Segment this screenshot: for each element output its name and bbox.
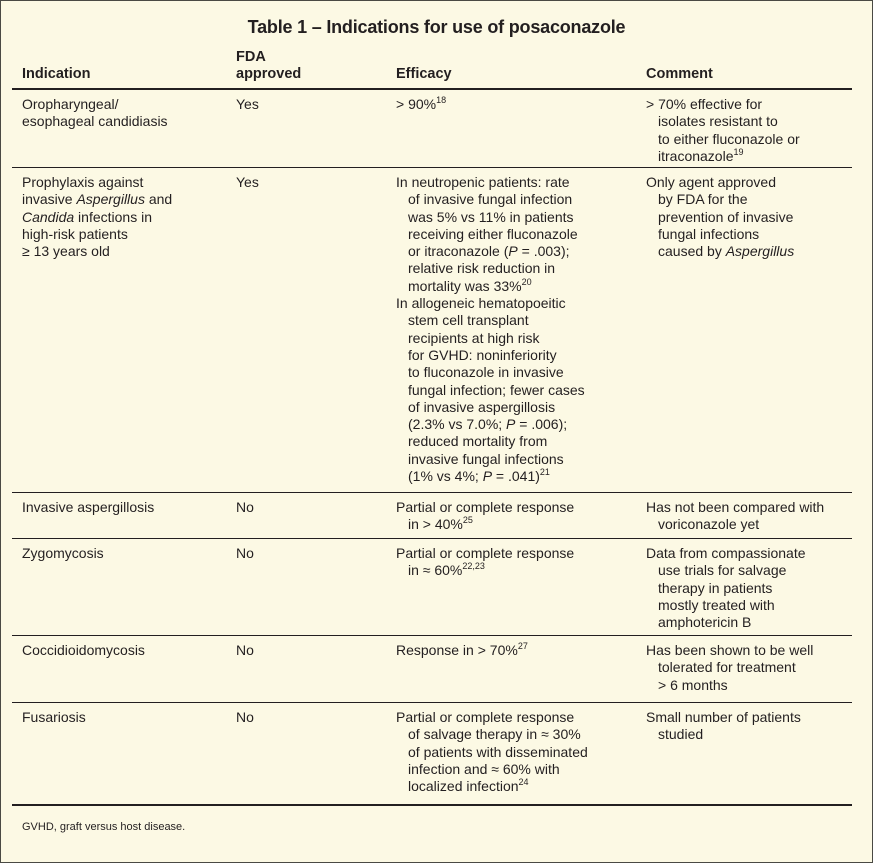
cell-line <box>396 726 588 743</box>
cell-fda-approved <box>236 709 254 726</box>
cell-line <box>396 364 585 381</box>
cell-line <box>646 709 801 726</box>
text: No <box>236 709 254 725</box>
cell-line <box>396 433 585 450</box>
text: of patients with disseminated <box>408 743 588 760</box>
cell-line <box>396 330 585 347</box>
cell-line <box>396 260 585 277</box>
indications-table <box>12 49 852 806</box>
text: esophageal candidiasis <box>22 113 168 130</box>
text: Yes <box>236 174 259 190</box>
reference-superscript: 25 <box>462 515 473 526</box>
header-indication <box>22 66 90 83</box>
text: isolates resistant to <box>658 113 778 130</box>
cell-efficacy <box>396 499 574 534</box>
header-fda-approved <box>236 49 301 83</box>
text: Small number of patients <box>646 709 801 725</box>
cell-line <box>236 642 254 659</box>
text: of salvage therapy in ≈ 30% <box>408 726 581 743</box>
text: relative risk reduction in <box>408 260 556 277</box>
italic-text: Candida <box>22 208 75 225</box>
text: fungal infections <box>658 225 760 242</box>
text: to fluconazole in invasive <box>408 364 564 381</box>
cell-comment <box>646 642 813 694</box>
cell-line <box>646 562 806 579</box>
text: was 5% vs 11% in patients <box>408 208 574 225</box>
cell-line <box>646 243 794 260</box>
cell-fda-approved <box>236 499 254 516</box>
text: In allogeneic hematopoeitic <box>396 295 566 312</box>
cell-indication <box>22 709 86 726</box>
cell-line <box>22 243 172 260</box>
cell-efficacy <box>396 709 588 795</box>
cell-line <box>396 468 585 485</box>
text: = .041) <box>492 468 540 485</box>
cell-line <box>236 545 254 562</box>
cell-line <box>396 399 585 416</box>
cell-line <box>646 516 824 533</box>
cell-line <box>22 174 172 191</box>
text: prevention of invasive <box>658 208 794 225</box>
text: Coccidioidomycosis <box>22 642 145 658</box>
cell-line <box>396 174 585 191</box>
table-row <box>12 539 852 636</box>
text: = .003); <box>517 243 570 260</box>
reference-superscript: 19 <box>733 146 744 157</box>
cell-line <box>396 499 574 516</box>
cell-line <box>396 382 585 399</box>
text: in > 40% <box>408 516 463 533</box>
text: of invasive aspergillosis <box>408 398 556 415</box>
text: and <box>144 191 173 208</box>
reference-superscript: 24 <box>518 777 529 788</box>
cell-line <box>396 545 574 562</box>
text: Oropharyngeal/ <box>22 96 119 112</box>
reference-superscript: 20 <box>521 276 532 287</box>
cell-comment <box>646 545 806 631</box>
cell-line <box>396 312 585 329</box>
header-text: Indication <box>22 66 91 82</box>
cell-fda-approved <box>236 545 254 562</box>
text: voriconazole yet <box>658 516 760 533</box>
text: Data from compassionate <box>646 545 806 561</box>
cell-line <box>646 96 800 113</box>
text: No <box>236 642 254 658</box>
table-footnote: GVHD, graft versus host disease. <box>22 821 186 833</box>
cell-line <box>646 131 800 148</box>
reference-superscript: 27 <box>517 641 528 651</box>
cell-efficacy <box>396 174 585 485</box>
cell-line <box>646 545 806 562</box>
cell-line <box>22 642 145 659</box>
table-row <box>12 703 852 806</box>
cell-indication <box>22 545 104 562</box>
italic-text: Aspergillus <box>725 243 795 260</box>
cell-line <box>396 709 588 726</box>
text: infections in <box>74 208 152 225</box>
cell-line <box>22 709 86 726</box>
text: localized infection <box>408 778 519 795</box>
cell-comment <box>646 709 801 744</box>
text: Partial or complete response <box>396 499 575 515</box>
table-row <box>12 493 852 539</box>
italic-text: Aspergillus <box>76 191 145 208</box>
cell-line <box>396 191 585 208</box>
cell-line <box>396 96 446 113</box>
text: infection and ≈ 60% with <box>408 760 560 777</box>
cell-line <box>396 416 585 433</box>
text: high-risk patients <box>22 225 128 242</box>
text: ≥ 13 years old <box>22 243 110 260</box>
text: amphotericin B <box>658 614 752 631</box>
cell-comment <box>646 499 824 534</box>
cell-comment <box>646 174 794 260</box>
reference-superscript: 18 <box>436 95 447 105</box>
cell-line <box>646 113 800 130</box>
cell-line <box>396 761 588 778</box>
cell-line <box>396 347 585 364</box>
cell-fda-approved <box>236 96 259 113</box>
cell-line <box>646 499 824 516</box>
cell-line <box>236 174 259 191</box>
cell-line <box>22 209 172 226</box>
text: Partial or complete response <box>396 709 575 725</box>
text: caused by <box>658 243 726 260</box>
cell-line <box>646 642 813 659</box>
text: itraconazole <box>658 147 734 164</box>
cell-line <box>396 562 574 579</box>
cell-line <box>396 516 574 533</box>
text: invasive fungal infections <box>408 450 564 467</box>
cell-efficacy <box>396 642 528 659</box>
text: to either fluconazole or <box>658 130 800 147</box>
cell-line <box>646 209 794 226</box>
cell-line <box>22 113 168 130</box>
text: In neutropenic patients: rate <box>396 174 570 190</box>
cell-line <box>646 226 794 243</box>
header-text: approved <box>236 66 302 82</box>
text: Invasive aspergillosis <box>22 499 155 515</box>
cell-line <box>396 451 585 468</box>
cell-line <box>646 726 801 743</box>
text: Only agent approved <box>646 174 776 190</box>
italic-text: P <box>506 416 516 433</box>
cell-line <box>396 226 585 243</box>
text: invasive <box>22 191 77 208</box>
cell-line <box>396 209 585 226</box>
cell-line <box>396 243 585 260</box>
cell-line <box>22 191 172 208</box>
cell-line <box>396 642 528 659</box>
header-text: FDA <box>236 49 266 65</box>
cell-comment <box>646 96 800 165</box>
text: > 6 months <box>658 676 728 693</box>
cell-line <box>646 659 813 676</box>
text: Prophylaxis against <box>22 174 144 190</box>
italic-text: P <box>508 243 518 260</box>
text: Zygomycosis <box>22 545 104 561</box>
table-header-row <box>12 49 852 90</box>
cell-line <box>646 677 813 694</box>
text: recipients at high risk <box>408 329 540 346</box>
text: studied <box>658 726 704 743</box>
cell-efficacy <box>396 545 574 580</box>
cell-line <box>22 226 172 243</box>
text: receiving either fluconazole <box>408 225 578 242</box>
header-text: Comment <box>646 66 713 82</box>
table-title: Table 1 – Indications for use of posaconazole <box>247 17 626 37</box>
text: of invasive fungal infection <box>408 191 573 208</box>
cell-indication <box>22 499 154 516</box>
italic-text: P <box>482 468 493 485</box>
reference-superscript: 21 <box>539 467 550 478</box>
text: > 90% <box>396 96 437 112</box>
text: Has not been compared with <box>646 499 825 515</box>
cell-line <box>646 191 794 208</box>
text: Partial or complete response <box>396 545 575 561</box>
cell-fda-approved <box>236 642 254 659</box>
table-row <box>12 168 852 493</box>
text: (2.3% vs 7.0%; <box>408 416 507 433</box>
text: or itraconazole ( <box>408 243 509 260</box>
text: use trials for salvage <box>658 562 787 579</box>
text: stem cell transplant <box>408 312 529 329</box>
text: by FDA for the <box>658 191 748 208</box>
cell-indication <box>22 642 145 659</box>
cell-line <box>22 499 154 516</box>
text: tolerated for treatment <box>658 659 796 676</box>
header-text: Efficacy <box>396 66 452 82</box>
cell-line <box>236 709 254 726</box>
text: Yes <box>236 96 259 112</box>
reference-superscript: 22,23 <box>462 561 485 572</box>
text: for GVHD: noninferiority <box>408 346 557 363</box>
cell-line <box>396 778 588 795</box>
cell-line <box>396 744 588 761</box>
text: fungal infection; fewer cases <box>408 381 585 398</box>
text: mostly treated with <box>658 596 775 613</box>
text: (1% vs 4%; <box>408 468 483 485</box>
cell-line <box>22 545 104 562</box>
cell-line <box>646 597 806 614</box>
cell-line <box>646 148 800 165</box>
table-row <box>12 90 852 168</box>
cell-line <box>646 580 806 597</box>
cell-line <box>236 499 254 516</box>
cell-line <box>22 96 168 113</box>
header-comment <box>646 66 713 83</box>
cell-indication <box>22 174 172 260</box>
text: No <box>236 499 254 515</box>
table-row <box>12 636 852 703</box>
cell-line <box>396 278 585 295</box>
text: No <box>236 545 254 561</box>
cell-fda-approved <box>236 174 259 191</box>
header-efficacy <box>396 66 452 83</box>
text: > 70% effective for <box>646 96 763 112</box>
cell-efficacy <box>396 96 446 113</box>
cell-line <box>646 614 806 631</box>
cell-line <box>396 295 585 312</box>
text: = .006); <box>515 416 568 433</box>
text: Response in > 70% <box>396 642 518 658</box>
text: in ≈ 60% <box>408 562 463 579</box>
text: mortality was 33% <box>408 277 522 294</box>
text: Fusariosis <box>22 709 86 725</box>
cell-line <box>236 96 259 113</box>
text: therapy in patients <box>658 579 773 596</box>
cell-indication <box>22 96 168 131</box>
cell-line <box>646 174 794 191</box>
text: reduced mortality from <box>408 433 548 450</box>
text: Has been shown to be well <box>646 642 814 658</box>
